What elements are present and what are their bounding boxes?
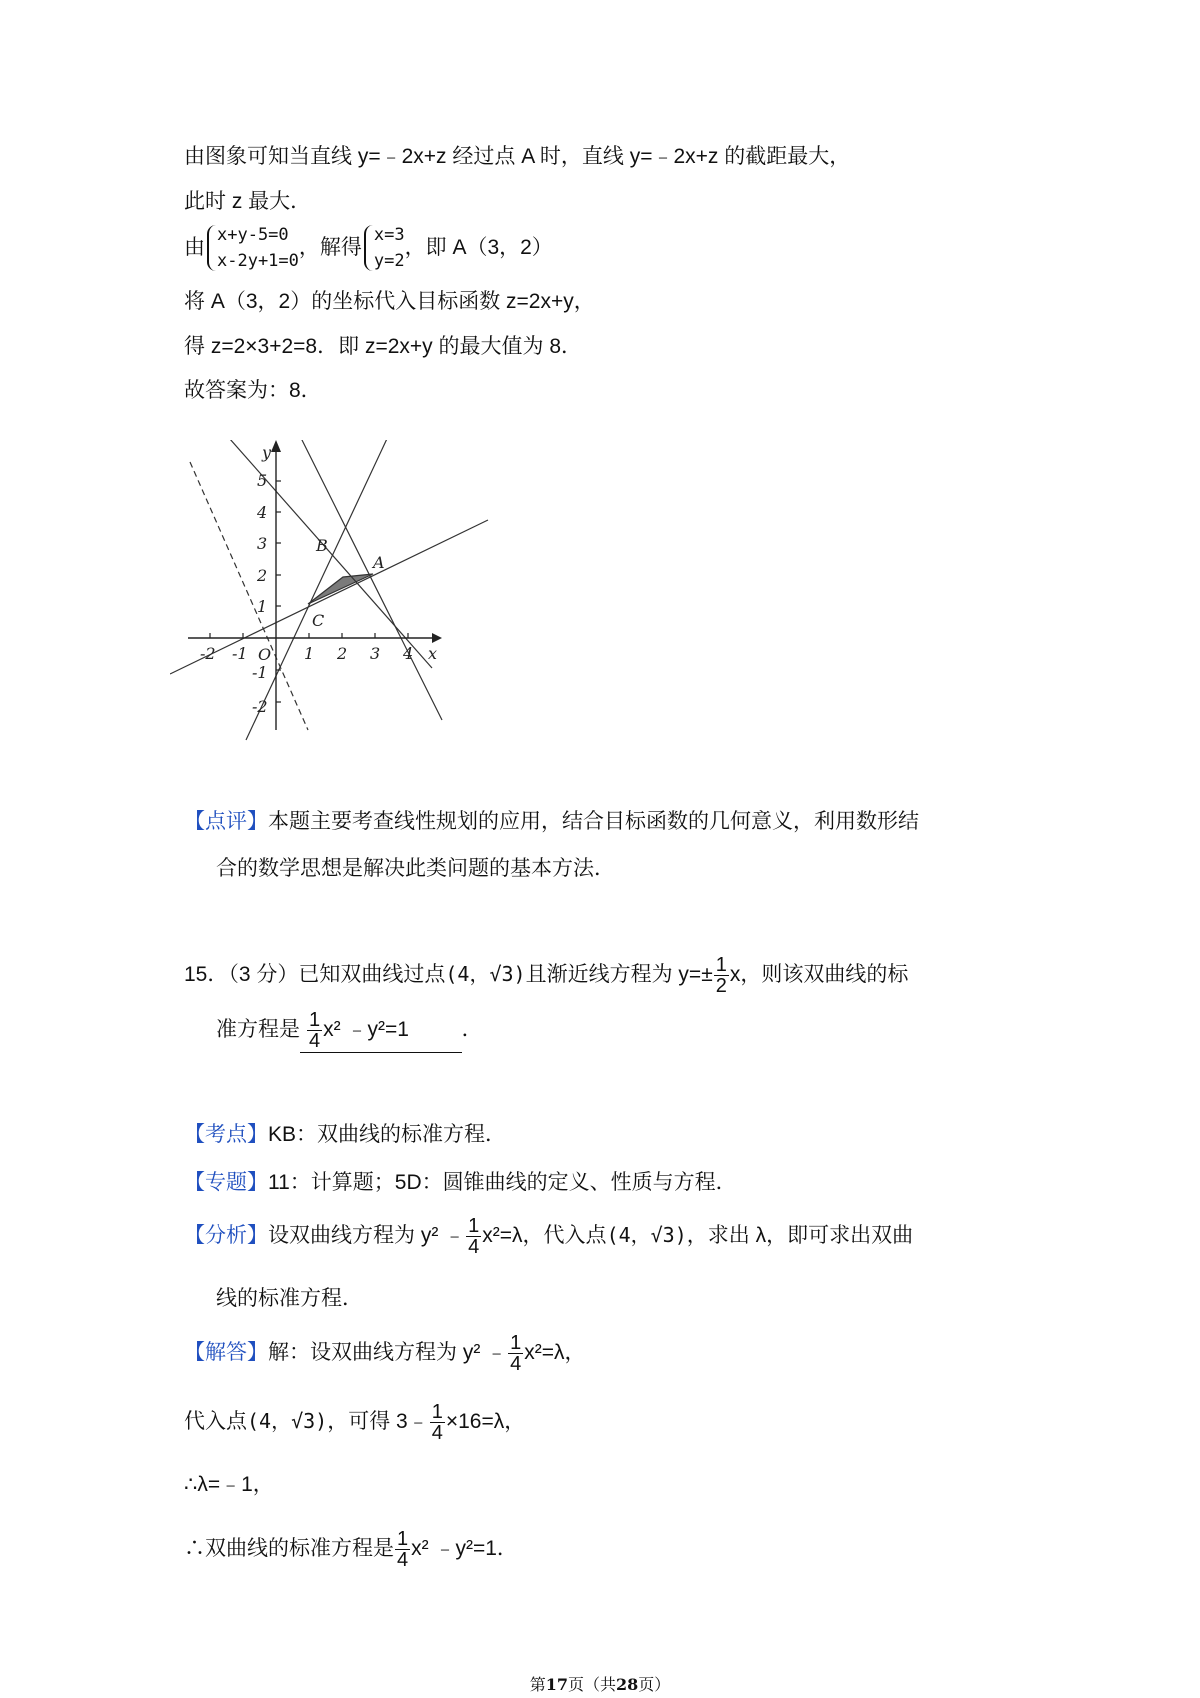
y-tick-label: 3 <box>257 534 268 553</box>
comment-text-1: 本题主要考查线性规划的应用，结合目标函数的几何意义，利用数形结 <box>268 809 919 833</box>
question-15-mid: 且渐近线方程为 y=± <box>525 963 713 986</box>
feasible-region <box>308 574 373 604</box>
y-tick-label: 5 <box>257 471 268 490</box>
fenxi-line-2: 线的标准方程． <box>216 1287 363 1310</box>
fraction-denominator: 2 <box>715 974 727 997</box>
equation-system-1 <box>205 222 299 274</box>
lambda-line: ∴λ=﹣1， <box>184 1473 274 1496</box>
system2-eq1: x=3 <box>373 225 405 246</box>
fraction-numerator: 1 <box>510 1331 522 1354</box>
quarter-fraction <box>466 1216 481 1257</box>
fenxi-text-a: 设双曲线方程为 y² ﹣ <box>268 1224 466 1247</box>
system1-eq1: x+y-5=0 <box>217 225 289 246</box>
x-tick-label: 1 <box>304 644 315 663</box>
solution-line-1: 由图象可知当直线 y=﹣2x+z 经过点 A 时，直线 y=﹣2x+z 的截距最大， <box>184 145 851 168</box>
answer-text: x² ﹣y²=1 <box>323 1018 409 1041</box>
zhuanti-tag: 【专题】 <box>184 1171 268 1194</box>
system2-eq2: y=2 <box>373 251 405 272</box>
fenxi-tag: 【分析】 <box>184 1224 268 1247</box>
footer-post: 页） <box>638 1675 671 1694</box>
question-15-suffix: x，则该双曲线的标 <box>729 963 909 986</box>
comment-line-1 <box>184 806 919 836</box>
fraction-denominator: 4 <box>397 1548 409 1571</box>
zhuanti-text: 11：计算题；5D：圆锥曲线的定义、性质与方程． <box>268 1171 737 1194</box>
fraction-numerator: 1 <box>431 1400 443 1423</box>
fraction-numerator: 1 <box>468 1214 480 1237</box>
y-tick-label: -2 <box>252 697 268 716</box>
y-tick-label: 1 <box>257 597 268 616</box>
point-4-sqrt3: (4，√3) <box>606 1223 687 1247</box>
fenxi-text-c: ，求出 λ，即可求出双曲 <box>686 1224 914 1247</box>
footer-page-number: 17 <box>545 1675 568 1694</box>
x-tick-label: 3 <box>370 644 381 663</box>
y-axis-label: y <box>262 443 272 462</box>
fraction-denominator: 4 <box>510 1352 522 1375</box>
origin-label: O <box>258 645 272 664</box>
footer-pre: 第 <box>529 1675 546 1694</box>
point-4-sqrt3: (4，√3) <box>247 1409 328 1433</box>
solution-line-3-suffix: ，即 A（3，2） <box>404 236 553 259</box>
footer-total-pages: 28 <box>616 1675 639 1694</box>
x-tick-label: 2 <box>337 644 348 663</box>
page-footer <box>0 1672 1200 1695</box>
y-axis-arrow <box>271 440 281 452</box>
comment-line-2: 合的数学思想是解决此类问题的基本方法． <box>216 856 615 880</box>
final-text-b: x² ﹣y²=1． <box>411 1537 518 1560</box>
x-axis-label: x <box>428 644 438 663</box>
solution-line-2: 此时 z 最大． <box>184 190 312 213</box>
jieda-text-b: x²=λ， <box>524 1341 586 1364</box>
point-label-a: A <box>373 553 385 572</box>
linear-programming-graph <box>170 440 500 790</box>
asymptote-fraction <box>714 955 729 996</box>
jieda-line <box>184 1330 586 1376</box>
y-tick-label: 4 <box>257 503 268 522</box>
line-x-minus-2y-plus-1 <box>170 520 488 674</box>
answer-blank <box>300 1008 462 1053</box>
kaodian-tag: 【考点】 <box>184 1123 268 1146</box>
final-text-a: ∴双曲线的标准方程是 <box>184 1537 394 1560</box>
answer-fraction <box>307 1010 322 1051</box>
fenxi-line-1 <box>184 1212 913 1259</box>
jieda-text-a: 解：设双曲线方程为 y² ﹣ <box>268 1341 508 1364</box>
y-tick-label: -1 <box>252 663 268 682</box>
fraction-numerator: 1 <box>309 1008 321 1031</box>
point-label-b: B <box>316 536 328 555</box>
kaodian-line <box>184 1120 506 1150</box>
solution-line-6: 故答案为：8． <box>184 379 322 402</box>
system1-eq2: x-2y+1=0 <box>217 251 299 272</box>
jieda-tag: 【解答】 <box>184 1341 268 1364</box>
fenxi-text-b: x²=λ，代入点 <box>482 1224 607 1247</box>
question-15-prefix: 15．（3 分）已知双曲线过点 <box>184 963 446 986</box>
kaodian-text: KB：双曲线的标准方程． <box>268 1123 507 1146</box>
quarter-fraction <box>430 1402 445 1443</box>
quarter-fraction <box>395 1529 410 1570</box>
fraction-denominator: 4 <box>309 1029 321 1052</box>
question-15-line-2 <box>216 1008 483 1053</box>
solution-line-3-mid: ，解得 <box>298 236 362 259</box>
solution-line-4: 将 A（3，2）的坐标代入目标函数 z=2x+y， <box>184 290 595 313</box>
substitution-line <box>184 1398 525 1445</box>
question-15-line2-prefix: 准方程是 <box>216 1018 300 1041</box>
x-axis-arrow <box>432 633 442 643</box>
fraction-denominator: 4 <box>468 1235 480 1258</box>
question-15-line-1 <box>184 952 908 997</box>
substitution-text-a: 代入点 <box>184 1410 247 1433</box>
substitution-text-b: ，可得 3﹣ <box>327 1410 429 1433</box>
quarter-fraction <box>508 1333 523 1374</box>
solution-line-5: 得 z=2×3+2=8．即 z=2x+y 的最大值为 8． <box>184 335 582 358</box>
fraction-numerator: 1 <box>397 1527 409 1550</box>
final-answer-line <box>184 1526 518 1572</box>
fraction-denominator: 4 <box>431 1421 443 1444</box>
footer-mid: 页（共 <box>567 1675 616 1694</box>
equation-system-2 <box>362 222 405 274</box>
line-through-b-c <box>246 440 392 740</box>
question-15-point: (4，√3) <box>445 962 526 986</box>
solution-line-3-prefix: 由 <box>184 236 205 259</box>
x-tick-label: -2 <box>200 644 216 663</box>
question-15-line2-suffix: ． <box>461 1018 483 1041</box>
point-label-c: C <box>312 611 325 630</box>
fraction-numerator: 1 <box>715 953 727 976</box>
x-tick-label: -1 <box>232 644 248 663</box>
solution-line-3 <box>184 222 553 274</box>
dashed-target-line <box>190 462 308 730</box>
x-tick-label: 4 <box>403 644 414 663</box>
y-tick-label: 2 <box>257 566 268 585</box>
comment-tag: 【点评】 <box>184 809 268 833</box>
zhuanti-line <box>184 1168 737 1198</box>
substitution-text-c: ×16=λ， <box>445 1410 526 1433</box>
